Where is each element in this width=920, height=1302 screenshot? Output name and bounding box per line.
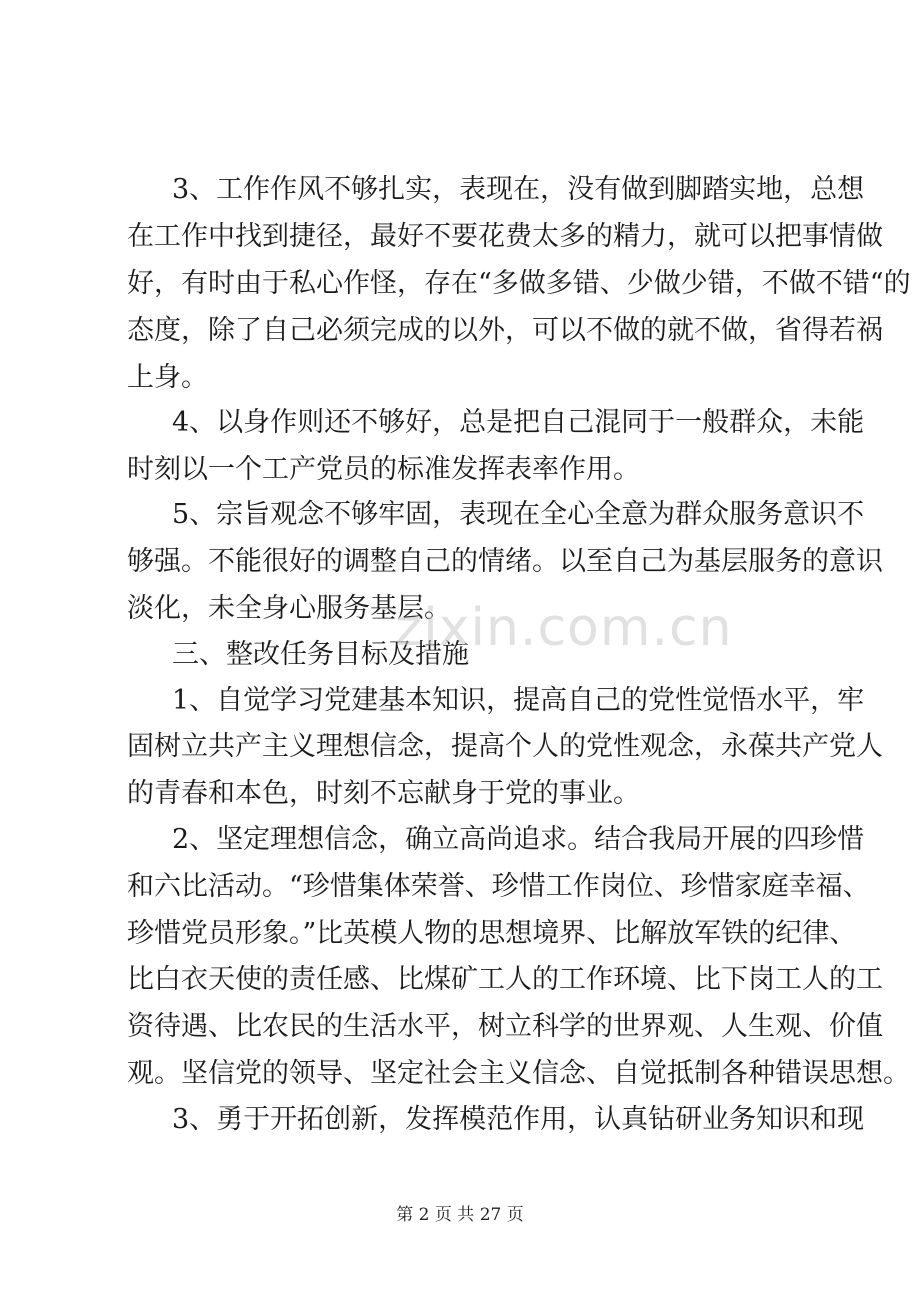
watermark: zixin.com.cn [395, 598, 733, 658]
text-line: 4、以身作则还不够好，总是把自己混同于一般群众，未能 [172, 407, 865, 438]
text-line: 资待遇、比农民的生活水平，树立科学的世界观、人生观、价值 [127, 1011, 883, 1042]
text-line: 1、自觉学习党建基本知识，提高自己的党性觉悟水平，牢 [172, 685, 865, 716]
text-line: 观。坚信党的领导、坚定社会主义信念、自觉抵制各种错误思想。 [127, 1058, 910, 1089]
text-line: 3、工作作风不够扎实，表现在，没有做到脚踏实地，总想 [172, 174, 865, 205]
text-line: 固树立共产主义理想信念，提高个人的党性观念，永葆共产党人 [127, 731, 883, 762]
text-line: 上身。 [127, 362, 208, 393]
text-line: 淡化，未全身心服务基层。 [127, 593, 451, 624]
section-heading: 三、整改任务目标及措施 [172, 639, 469, 670]
text-line: 态度，除了自己必须完成的以外，可以不做的就不做，省得若祸 [127, 315, 883, 346]
text-line: 和六比活动。“珍惜集体荣誉、珍惜工作岗位、珍惜家庭幸福、 [127, 871, 870, 902]
text-line: 时刻以一个工产党员的标准发挥表率作用。 [127, 454, 640, 485]
text-line: 2、坚定理想信念，确立高尚追求。结合我局开展的四珍惜 [172, 824, 865, 855]
text-line: 比白衣天使的责任感、比煤矿工人的工作环境、比下岗工人的工 [127, 964, 883, 995]
text-line: 3、勇于开拓创新，发挥模范作用，认真钻研业务知识和现 [172, 1104, 865, 1135]
page-footer: 第 2 页 共 27 页 [396, 1205, 524, 1225]
text-line: 好，有时由于私心作怪，存在“多做多错、少做少错，不做不错“的 [127, 268, 911, 299]
text-line: 在工作中找到捷径，最好不要花费太多的精力，就可以把事情做 [127, 221, 883, 252]
text-line: 够强。不能很好的调整自己的情绪。以至自己为基层服务的意识 [127, 546, 883, 577]
text-line: 的青春和本色，时刻不忘献身于党的事业。 [127, 778, 640, 809]
text-line: 5、宗旨观念不够牢固，表现在全心全意为群众服务意识不 [172, 499, 865, 530]
text-line: 珍惜党员形象。”比英模人物的思想境界、比解放军铁的纪律、 [127, 918, 857, 949]
